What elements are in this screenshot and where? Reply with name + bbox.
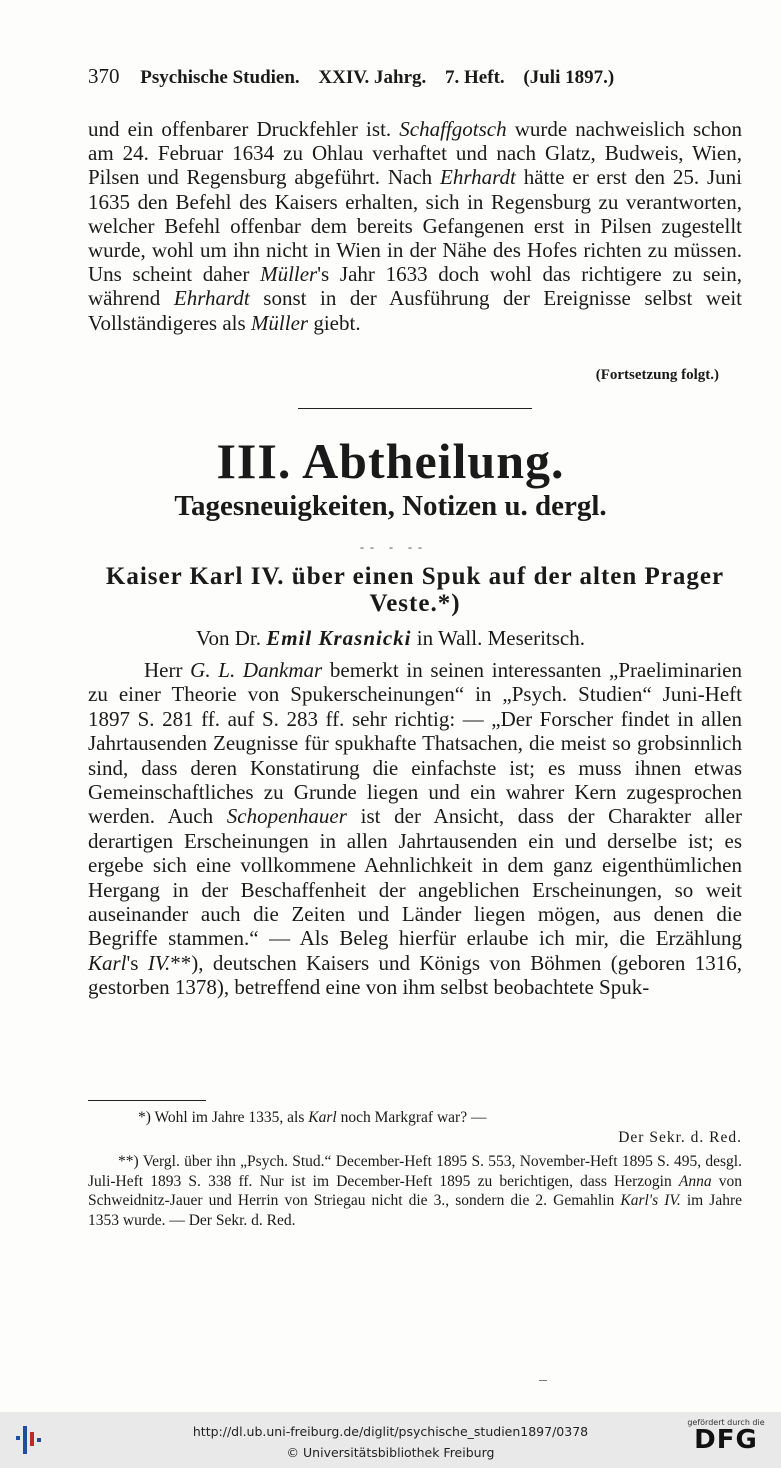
article-paragraph xyxy=(88,658,742,1000)
intro-text: sonst in der Ausführung der Ereignisse selbst weit Vollständigeres als xyxy=(88,286,742,335)
name-italic: Anna xyxy=(678,1172,712,1190)
running-header xyxy=(88,64,728,89)
name-italic: Schopenhauer xyxy=(226,804,347,829)
article-text: 's xyxy=(126,950,148,975)
journal-title: Psychische Studien. xyxy=(140,67,300,88)
footnote-text: von Schweidnitz-Jauer und Herrin von Striegau nicht die 3., sondern die 2. Gemahlin xyxy=(88,1172,742,1209)
intro-text: wurde nachweislich schon am 24. Februar 1634 zu Ohlau verhaftet und nach Glatz, Budweis, Wien, Pilsen und Regensburg abgeführt. Nach xyxy=(88,117,742,190)
separator-dashes: -- - -- xyxy=(360,540,428,554)
intro-text: 's Jahr 1633 doch wohl das richtigere zu sein, während xyxy=(88,262,742,311)
name-italic: IV. xyxy=(147,950,171,975)
name-italic: G. L. Dankmar xyxy=(190,658,323,682)
dfg-wordmark: DFG xyxy=(694,1425,758,1455)
section-title: III. Abtheilung. xyxy=(216,433,565,489)
footnote-text: **) Vergl. über ihn „Psych. Stud.“ December-Heft 1895 S. 553, November-Heft 1895 S. 495, desgl. Juli-Heft 1893 S. 338 ff. Nur ist im December-Heft 1895 zu berichtigen, dass Herzogin xyxy=(88,1153,742,1190)
intro-text: giebt. xyxy=(308,310,361,335)
intro-paragraph xyxy=(88,117,742,335)
article-byline xyxy=(0,626,781,651)
name-italic: Schaffgotsch xyxy=(399,117,507,141)
issue: 7. Heft. xyxy=(445,67,505,88)
intro-text: und ein offenbarer Druckfehler ist. xyxy=(88,117,400,141)
name-italic: Karl xyxy=(308,1109,337,1126)
section-subtitle: Tagesneuigkeiten, Notizen u. dergl. xyxy=(174,490,607,522)
author-name: Emil Krasnicki xyxy=(266,626,412,650)
footnote-text: *) Wohl im Jahre 1335, als xyxy=(138,1109,309,1126)
copyright-notice: © Universitätsbibliothek Freiburg xyxy=(286,1445,495,1460)
article-title: Kaiser Karl IV. über einen Spuk auf der alten Prager Veste.*) xyxy=(105,563,725,617)
article-text: bemerkt in seinen interessanten „Praeliminarien zu einer Theorie von Spukerscheinungen“ in „Psych. Studien“ Juni-Heft 1897 S. 281 ff. auf S. 283 ff. sehr richtig: — „Der Forscher findet in allen Jahrtausenden Zeugnisse für spukhafte Thatsachen, die meist so grobsinnlich sind, dass deren Konstatirung die einfachste ist; es muss ihnen etwas Gemeinschaftliches zu Grunde liegen und ein wahrer Kern zugesprochen werden. Auch xyxy=(88,658,742,829)
viewer-footer xyxy=(0,1412,781,1468)
name-italic: Müller xyxy=(250,310,309,335)
name-italic: Karl xyxy=(88,950,127,975)
name-italic: Ehrhardt xyxy=(440,165,516,190)
footnote-text: im Jahre 1353 wurde. — Der Sekr. d. Red. xyxy=(88,1192,742,1229)
article-text: ist der Ansicht, dass der Charakter aller derartigen Erscheinungen in allen Jahrtausenden ein und derselbe ist; es ergebe sich eine vollkommene Aehnlichkeit in dem ganz eigenthümlichen Hergang in der Beschaffenheit der angeblichen Erscheinungen, so weit auseinander auch die Zeiten und Länder liegen mögen, aus denen die Begriffe stammen.“ — Als Beleg hierfür erlaube ich mir, die Erzählung xyxy=(88,804,742,951)
footnote-signature: Der Sekr. d. Red. xyxy=(618,1128,742,1146)
byline-text: in Wall. Meseritsch. xyxy=(411,626,585,650)
name-italic: Müller xyxy=(260,262,318,287)
footnote-rule xyxy=(88,1100,206,1101)
volume: XXIV. Jahrg. xyxy=(318,67,427,88)
dfg-caption: gefördert durch die xyxy=(687,1418,765,1427)
intro-text: hätte er erst den 25. Juni 1635 den Befehl des Kaisers erhalten, sich in Regensburg zu verantworten, welcher Befehl offenbar dem bereits Gefangenen erst in Pilsen zugestellt wurde, wohl um ihn nicht in Wien in der Nähe des Hofes richten zu müssen. Uns scheint daher xyxy=(88,165,742,287)
page-number: 370 xyxy=(88,64,120,88)
article-text: Herr xyxy=(144,658,191,682)
divider-rule xyxy=(298,408,532,409)
issue-date: (Juli 1897.) xyxy=(523,67,615,88)
byline-text: Von Dr. xyxy=(196,626,267,650)
name-italic: Ehrhardt xyxy=(173,286,250,311)
footnote-2 xyxy=(88,1152,742,1230)
dfg-logo xyxy=(685,1418,767,1453)
continued-note: (Fortsetzung folgt.) xyxy=(595,367,719,383)
name-italic: Karl's IV. xyxy=(620,1192,681,1209)
footnote-1 xyxy=(88,1108,742,1147)
article-text: **), deutschen Kaisers und Königs von Böhmen (geboren 1316, gestorben 1378), betreffend eine von ihm selbst beobachtete Spuk- xyxy=(88,950,742,1000)
permalink-url[interactable]: http://dl.ub.uni-freiburg.de/diglit/psychische_studien1897/0378 xyxy=(192,1424,589,1439)
footnote-text: noch Markgraf war? — xyxy=(336,1109,487,1126)
page-mark xyxy=(539,1380,547,1381)
